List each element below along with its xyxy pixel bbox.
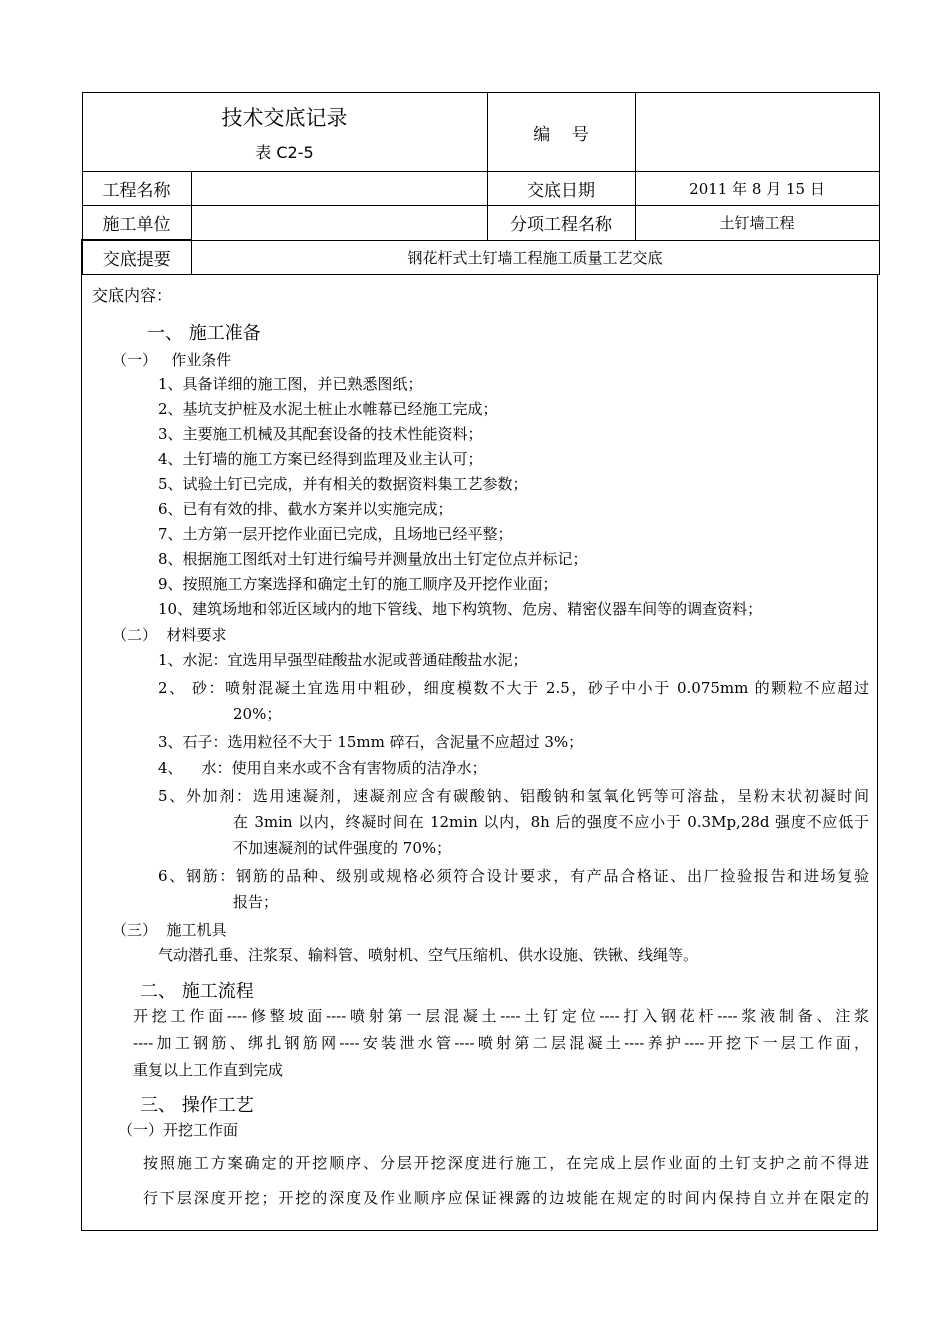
section-3-title: 三、 操作工艺 (140, 1095, 254, 1116)
condition-item: 4、土钉墙的施工方案已经得到监理及业主认可； (158, 450, 483, 468)
document-form (81, 92, 878, 1231)
section-1-3-title: （三） 施工机具 (112, 921, 227, 939)
condition-item: 6、已有有效的排、截水方案并以实施完成； (158, 500, 453, 518)
sub-project-value[interactable]: 土钉墙工程 (635, 206, 879, 241)
section-1-2-title: （二） 材料要求 (112, 626, 227, 644)
summary-value[interactable]: 钢花杆式土钉墙工程施工质量工艺交底 (191, 240, 879, 275)
condition-item: 9、按照施工方案选择和确定土钉的施工顺序及开挖作业面； (158, 575, 558, 593)
flow-line: 开挖工作面----修整坡面----喷射第一层混凝土----土钉定位----打入钢花杆----浆液制备、注浆 (133, 1007, 869, 1025)
material-sand: 2、 砂：喷射混凝土宜选用中粗砂，细度模数不大于 2.5，砂子中小于 0.075mm 的颗粒不应超过 (158, 679, 869, 697)
flow-line: ----加工钢筋、绑扎钢筋网----安装泄水管----喷射第二层混凝土----养护----开挖下一层工作面， (133, 1034, 869, 1052)
date-label: 交底日期 (487, 172, 635, 206)
content-area (81, 275, 878, 1231)
material-sand-cont: 20%； (233, 705, 282, 723)
material-cement: 1、水泥：宜选用早强型硅酸盐水泥或普通硅酸盐水泥； (158, 651, 528, 669)
material-admixture: 5、外加剂：选用速凝剂，速凝剂应含有碳酸钠、铝酸钠和氢氧化钙等可溶盐，呈粉末状初凝时间 (158, 787, 869, 805)
material-rebar-cont: 报告； (233, 893, 279, 911)
form-code: 表 C2-5 (255, 142, 314, 162)
material-water: 4、 水：使用自来水或不含有害物质的洁净水； (158, 759, 487, 777)
condition-item: 8、根据施工图纸对土钉进行编号并测量放出土钉定位点并标记； (158, 550, 588, 568)
material-admixture-cont: 在 3min 以内，终凝时间在 12min 以内，8h 后的强度不应小于 0.3Mp,28d 强度不应低于 (233, 813, 869, 831)
condition-item: 3、主要施工机械及其配套设备的技术性能资料； (158, 425, 483, 443)
condition-item: 2、基坑支护桩及水泥土桩止水帷幕已经施工完成； (158, 400, 498, 418)
construction-unit-value[interactable] (191, 206, 487, 241)
operation-paragraph: 按照施工方案确定的开挖顺序、分层开挖深度进行施工，在完成上层作业面的土钉支护之前不得进 (143, 1154, 869, 1172)
condition-item: 7、土方第一层开挖作业面已完成，且场地已经平整； (158, 525, 513, 543)
number-label: 编 号 (487, 93, 635, 172)
summary-label: 交底提要 (82, 240, 191, 275)
section-1-1-title: （一） 作业条件 (112, 351, 232, 369)
section-2-title: 二、 施工流程 (140, 981, 254, 1002)
material-rebar: 6、钢筋：钢筋的品种、级别或规格必须符合设计要求，有产品合格证、出厂捡验报告和进场复验 (158, 867, 869, 885)
date-value[interactable]: 2011 年 8 月 15 日 (635, 172, 879, 206)
tools-list: 气动潜孔垂、注浆泵、输料管、喷射机、空气压缩机、供水设施、铁锹、线绳等。 (158, 946, 699, 964)
document-title: 技术交底记录 (221, 105, 348, 130)
flow-line: 重复以上工作直到完成 (133, 1061, 284, 1079)
content-intro: 交底内容： (92, 286, 173, 305)
section-1-title: 一、 施工准备 (147, 323, 261, 344)
header-table (81, 92, 880, 275)
condition-item: 1、具备详细的施工图，并已熟悉图纸； (158, 375, 423, 393)
sub-project-label: 分项工程名称 (487, 206, 635, 241)
number-value[interactable] (635, 93, 879, 172)
section-3-1-title: （一）开挖工作面 (118, 1121, 239, 1139)
condition-item: 10、建筑场地和邻近区域内的地下管线、地下构筑物、危房、精密仪器车间等的调查资料； (158, 600, 763, 618)
condition-item: 5、试验土钉已完成，并有相关的数据资料集工艺参数； (158, 475, 528, 493)
project-name-label: 工程名称 (82, 172, 191, 206)
operation-paragraph: 行下层深度开挖；开挖的深度及作业顺序应保证裸露的边坡能在规定的时间内保持自立并在限定的 (143, 1189, 869, 1207)
title-cell (82, 93, 487, 172)
material-stone: 3、石子：选用粒径不大于 15mm 碎石，含泥量不应超过 3%； (158, 733, 584, 751)
project-name-value[interactable] (191, 172, 487, 206)
material-admixture-cont2: 不加速凝剂的试件强度的 70%； (233, 839, 452, 857)
construction-unit-label: 施工单位 (82, 206, 191, 241)
